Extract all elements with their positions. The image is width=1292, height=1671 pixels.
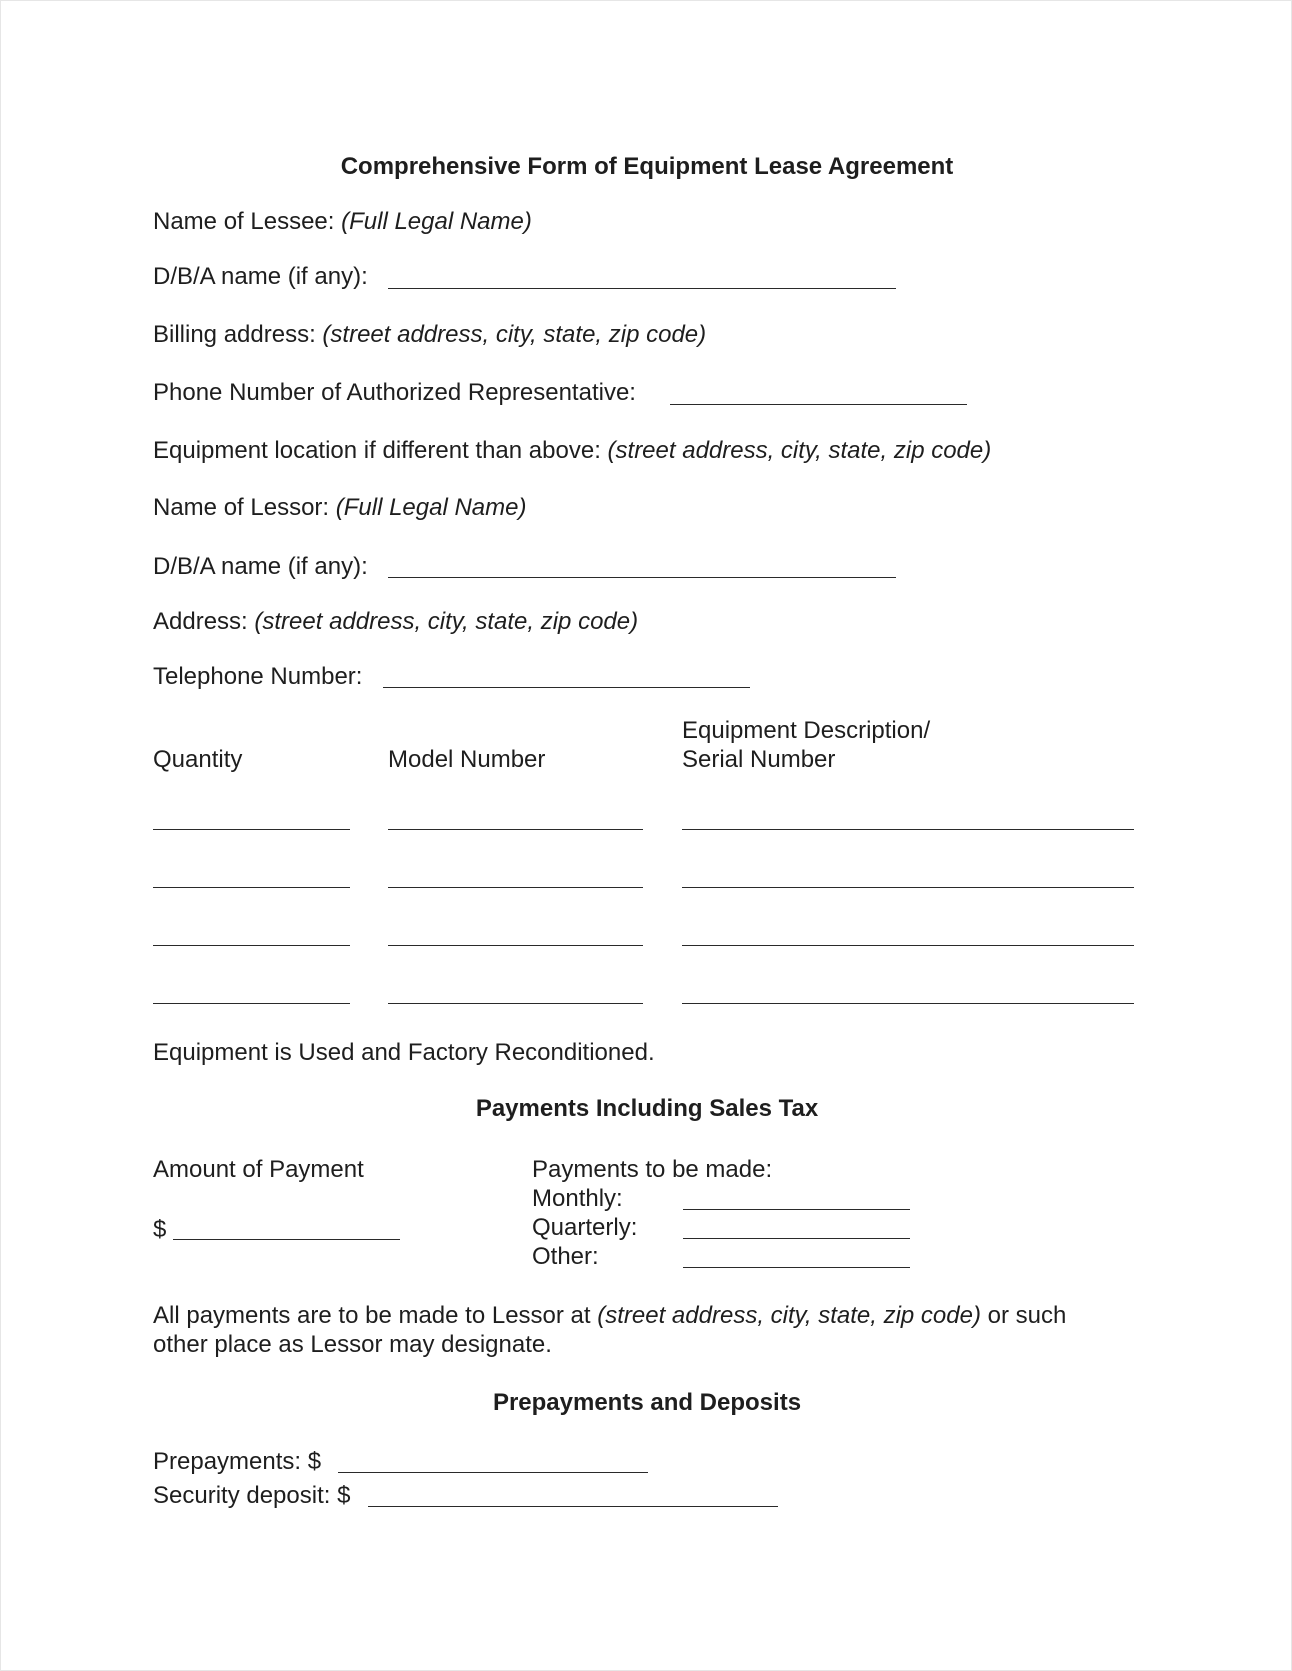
quarterly-field[interactable] xyxy=(683,1238,910,1239)
model-number-field[interactable] xyxy=(388,887,643,888)
equipment-location-hint: (street address, city, state, zip code) xyxy=(607,437,992,464)
quantity-field[interactable] xyxy=(153,829,350,830)
description-field[interactable] xyxy=(682,887,1134,888)
col-header-quantity: Quantity xyxy=(153,746,243,773)
security-deposit-field[interactable] xyxy=(368,1506,778,1507)
col-header-model-number: Model Number xyxy=(388,746,546,773)
lessor-dba-field[interactable] xyxy=(388,577,896,578)
other-label: Other: xyxy=(532,1243,599,1270)
amount-of-payment-label: Amount of Payment xyxy=(153,1156,364,1183)
description-field[interactable] xyxy=(682,829,1134,830)
security-deposit-label: Security deposit: $ xyxy=(153,1482,351,1509)
lessor-name-row xyxy=(153,494,526,522)
lessee-dba-label: D/B/A name (if any): xyxy=(153,263,368,290)
quantity-field[interactable] xyxy=(153,887,350,888)
quarterly-label: Quarterly: xyxy=(532,1214,638,1241)
lessor-telephone-field[interactable] xyxy=(383,687,750,688)
equipment-location-label: Equipment location if different than above: xyxy=(153,437,601,464)
payment-location-text-cont: or such xyxy=(987,1302,1067,1329)
lessee-billing-hint: (street address, city, state, zip code) xyxy=(322,321,707,348)
dollar-sign: $ xyxy=(153,1216,167,1243)
description-field[interactable] xyxy=(682,945,1134,946)
lessee-name-row xyxy=(153,208,532,236)
amount-of-payment-field[interactable] xyxy=(173,1239,400,1240)
payment-location-line2: other place as Lessor may designate. xyxy=(153,1331,552,1358)
lessor-dba-label: D/B/A name (if any): xyxy=(153,553,368,580)
lessor-name-label: Name of Lessor: xyxy=(153,494,330,521)
model-number-field[interactable] xyxy=(388,1003,643,1004)
lessee-billing-label: Billing address: xyxy=(153,321,316,348)
lessee-phone-label: Phone Number of Authorized Representative: xyxy=(153,379,636,406)
prepayments-field[interactable] xyxy=(338,1472,648,1473)
model-number-field[interactable] xyxy=(388,945,643,946)
model-number-field[interactable] xyxy=(388,829,643,830)
description-field[interactable] xyxy=(682,1003,1134,1004)
quantity-field[interactable] xyxy=(153,945,350,946)
col-header-description-line1: Equipment Description/ xyxy=(682,717,931,744)
equipment-condition-note: Equipment is Used and Factory Reconditioned. xyxy=(153,1039,655,1066)
quantity-field[interactable] xyxy=(153,1003,350,1004)
lessor-address-label: Address: xyxy=(153,608,248,635)
payment-location-line1 xyxy=(153,1302,1066,1330)
lessee-name-label: Name of Lessee: xyxy=(153,208,335,235)
monthly-field[interactable] xyxy=(683,1209,910,1210)
prepayments-label: Prepayments: $ xyxy=(153,1448,322,1475)
lessee-phone-field[interactable] xyxy=(670,404,967,405)
payments-heading: Payments Including Sales Tax xyxy=(475,1095,819,1122)
equipment-location-row xyxy=(153,437,991,465)
document-title: Comprehensive Form of Equipment Lease Agreement xyxy=(340,153,954,180)
other-field[interactable] xyxy=(683,1267,910,1268)
prepayments-heading: Prepayments and Deposits xyxy=(492,1389,802,1416)
lessee-billing-row xyxy=(153,321,706,349)
payment-location-text: All payments are to be made to Lessor at xyxy=(153,1302,591,1329)
lessor-address-hint: (street address, city, state, zip code) xyxy=(254,608,639,635)
payment-location-hint: (street address, city, state, zip code) xyxy=(597,1302,981,1329)
lessee-dba-field[interactable] xyxy=(388,288,896,289)
monthly-label: Monthly: xyxy=(532,1185,623,1212)
col-header-description-line2: Serial Number xyxy=(682,746,836,773)
lessor-name-hint: (Full Legal Name) xyxy=(335,494,527,521)
lessor-telephone-label: Telephone Number: xyxy=(153,663,363,690)
lessor-address-row xyxy=(153,608,638,636)
payment-schedule-label: Payments to be made: xyxy=(532,1156,773,1183)
lessee-name-hint: (Full Legal Name) xyxy=(341,208,532,235)
